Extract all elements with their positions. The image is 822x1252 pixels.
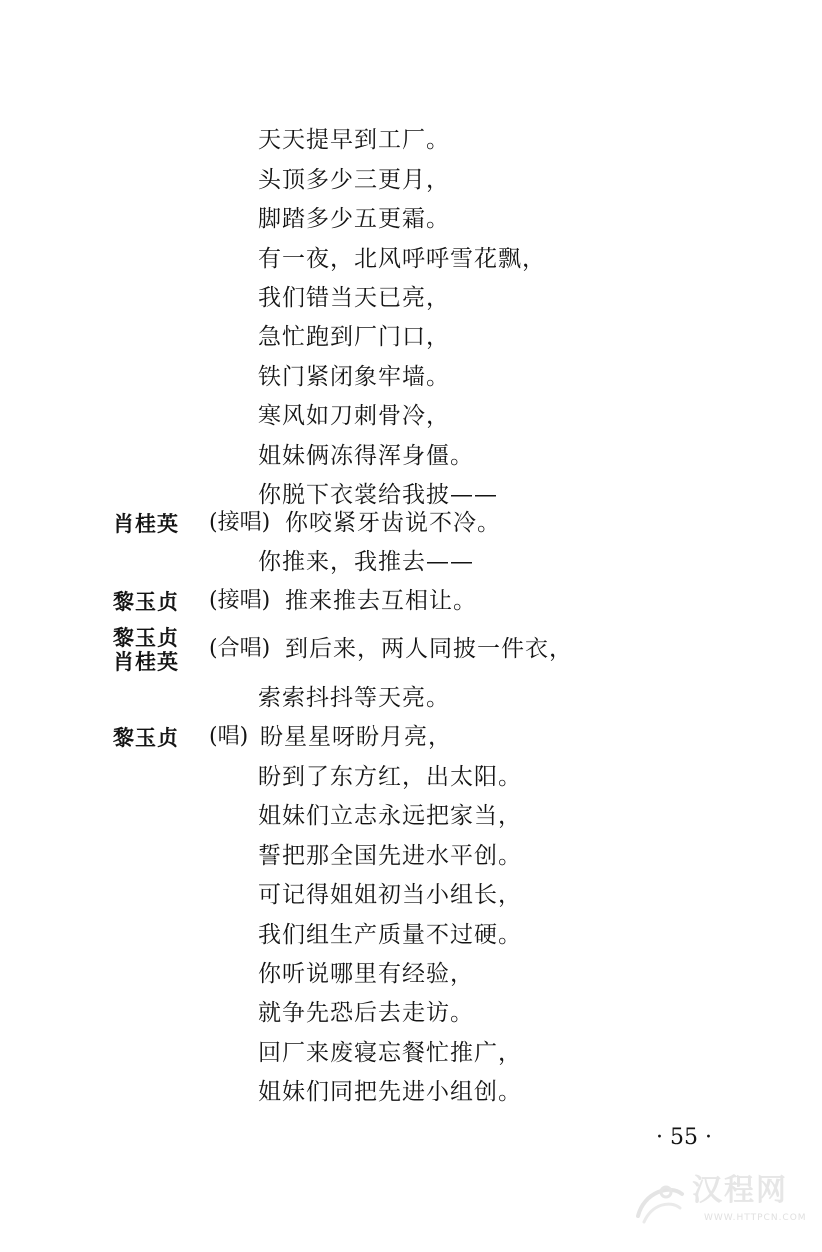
speaker-name: 肖桂英 (113, 650, 179, 674)
lyric-line: 你推来，我推去—— (258, 549, 474, 575)
lyric-line: 你脱下衣裳给我披—— (258, 482, 498, 508)
lyric-line: 天天提早到工厂。 (258, 127, 450, 153)
watermark-text: 汉程网 (692, 1173, 788, 1208)
watermark (630, 1168, 810, 1238)
lyric-line: 就争先恐后去走访。 (258, 1000, 474, 1026)
lyric-line: 索索抖抖等天亮。 (258, 685, 450, 711)
lyric-line: 姐妹们同把先进小组创。 (258, 1079, 522, 1105)
lyric-line: 盼星星呀盼月亮， (260, 724, 452, 750)
lyric-line: 急忙跑到厂门口， (258, 324, 450, 350)
lyric-line: 你咬紧牙齿说不冷。 (285, 510, 501, 536)
lyric-line: 到后来，两人同披一件衣， (285, 636, 573, 662)
watermark-url: WWW.HTTPCN.COM (704, 1213, 807, 1223)
speaker-name: 黎玉贞 (113, 590, 179, 614)
lyric-line: 可记得姐姐初当小组长， (258, 882, 522, 908)
lyric-line: 姐妹俩冻得浑身僵。 (258, 443, 474, 469)
lyric-line: 盼到了东方红，出太阳。 (258, 764, 522, 790)
stage-direction: (唱) (209, 724, 249, 749)
speaker-name: 黎玉贞 (113, 726, 179, 750)
lyric-line: 我们组生产质量不过硬。 (258, 922, 522, 948)
lyric-line: 誓把那全国先进水平创。 (258, 843, 522, 869)
lyric-line: 脚踏多少五更霜。 (258, 206, 450, 232)
page-number: · 55 · (656, 1125, 712, 1150)
watermark-logo-icon (630, 1172, 690, 1232)
speaker-name: 黎玉贞 (113, 626, 179, 650)
lyric-line: 你听说哪里有经验， (258, 961, 474, 987)
lyric-line: 推来推去互相让。 (285, 588, 477, 614)
lyric-line: 我们错当天已亮， (258, 285, 450, 311)
lyric-line: 寒风如刀刺骨冷， (258, 403, 450, 429)
stage-direction: (合唱) (209, 636, 271, 661)
stage-direction: (接唱) (209, 588, 271, 613)
speaker-name: 肖桂英 (113, 512, 179, 536)
stage-direction: (接唱) (209, 510, 271, 535)
lyric-line: 姐妹们立志永远把家当， (258, 803, 522, 829)
lyric-line: 铁门紧闭象牢墙。 (258, 364, 450, 390)
lyric-line: 有一夜，北风呼呼雪花飘， (258, 246, 546, 272)
lyric-line: 回厂来废寝忘餐忙推广， (258, 1040, 522, 1066)
lyric-line: 头顶多少三更月， (258, 167, 450, 193)
